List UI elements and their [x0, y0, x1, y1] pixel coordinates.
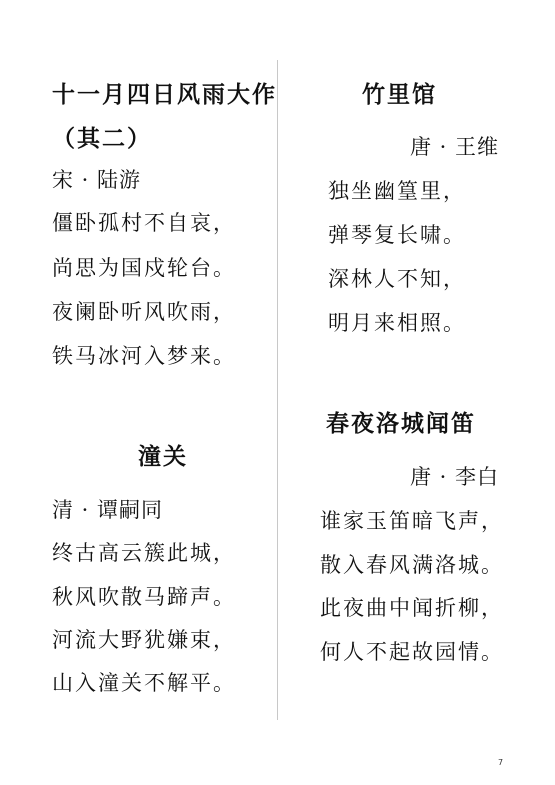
poem-line: 河流大野犹嫌束， — [52, 628, 236, 652]
column-divider — [277, 60, 278, 720]
poem-line: 僵卧孤村不自哀， — [52, 211, 236, 235]
poem-title: 春夜洛城闻笛 — [326, 410, 476, 437]
poem-author: 唐 · 王维 — [410, 135, 500, 159]
poem-author: 宋 · 陆游 — [52, 168, 142, 192]
poem-line: 独坐幽篁里， — [328, 179, 466, 203]
poem-line: 散入春风满洛城。 — [320, 553, 504, 577]
poem-line: 深林人不知， — [328, 267, 466, 291]
poem-line: 夜阑卧听风吹雨， — [52, 300, 236, 324]
poem-line: 秋风吹散马蹄声。 — [52, 585, 236, 609]
poem-line: 何人不起故园情。 — [320, 640, 504, 664]
poem-title: 潼关 — [138, 443, 188, 470]
poem-line: 尚思为国戍轮台。 — [52, 256, 236, 280]
poem-title-subtitle: （其二） — [52, 125, 152, 152]
poem-author: 唐 · 李白 — [410, 465, 500, 489]
poem-line: 弹琴复长啸。 — [328, 223, 466, 247]
poem-title: 十一月四日风雨大作 — [52, 81, 277, 108]
poem-line: 明月来相照。 — [328, 311, 466, 335]
poem-line: 终古高云簇此城， — [52, 541, 236, 565]
poem-line: 谁家玉笛暗飞声， — [320, 509, 504, 533]
poem-line: 山入潼关不解平。 — [52, 671, 236, 695]
page-number: 7 — [498, 758, 504, 767]
poem-author: 清 · 谭嗣同 — [52, 498, 164, 522]
poem-line: 铁马冰河入梦来。 — [52, 344, 236, 368]
poem-title: 竹里馆 — [362, 81, 437, 108]
poem-line: 此夜曲中闻折柳， — [320, 596, 504, 620]
